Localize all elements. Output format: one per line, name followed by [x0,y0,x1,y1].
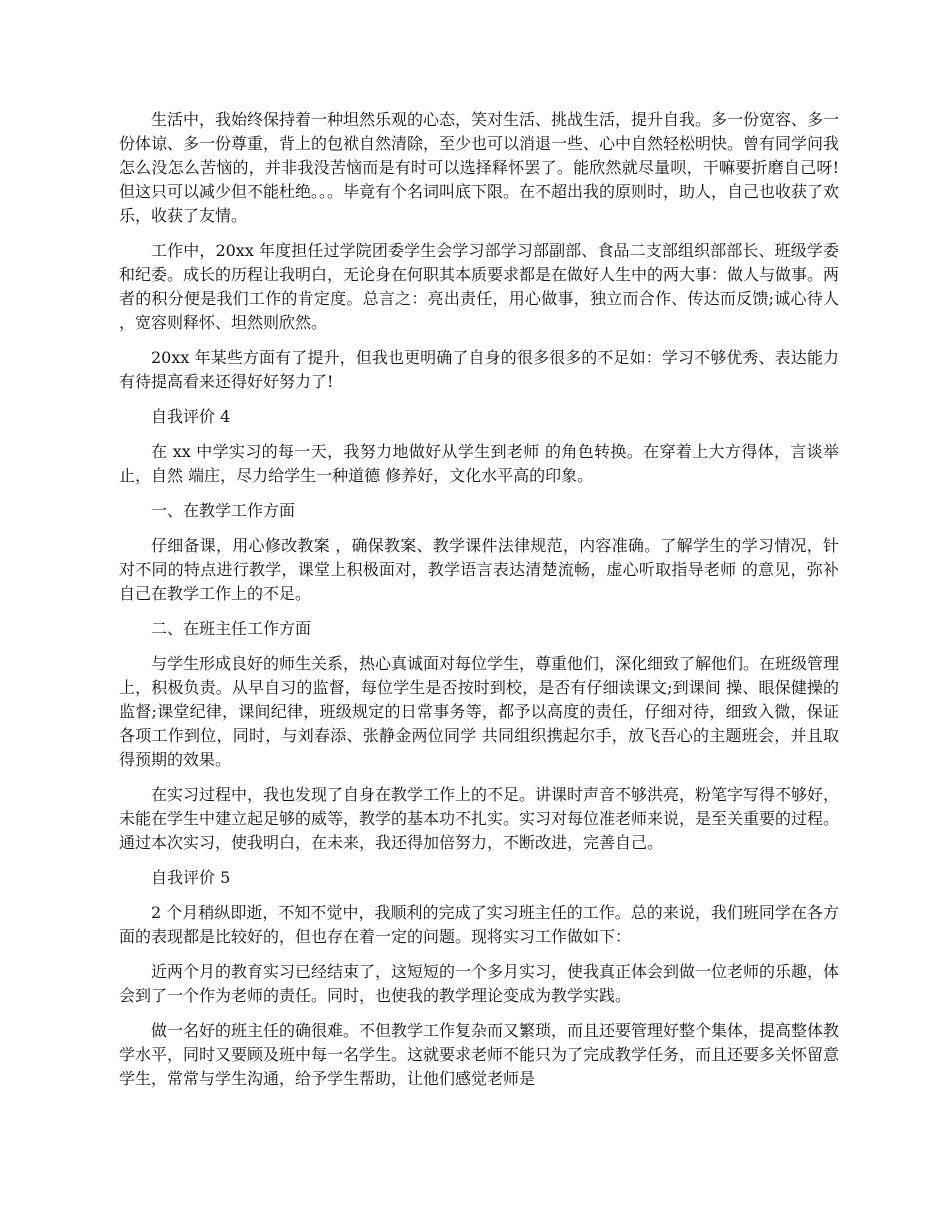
paragraph-teaching-shortcomings: 在实习过程中，我也发现了自身在教学工作上的不足。讲课时声音不够洪亮，粉笔字写得不够好，未能在学生中建立起足够的威等，教学的基本功不扎实。实习对每位准老师来说，是至关重要的过程。通过本次实习，使我明白，在未来，我还得加倍努力，不断改进，完善自己。 [119,785,840,852]
paragraph-internship-summary: 2 个月稍纵即逝，不知不觉中，我顺利的完成了实习班主任的工作。总的来说，我们班同学在各方面的表现都是比较好的，但也存在着一定的问题。现将实习工作做如下： [119,903,839,946]
paragraph-internship-role: 在 xx 中学实习的每一天，我努力地做好从学生到老师 的角色转换。在穿着上大方得体，言谈举止，自然 端庄，尽力给学生一种道德 修养好，文化水平高的印象。 [119,442,839,485]
paragraph-class-management: 做一名好的班主任的确很难。不但教学工作复杂而又繁琐，而且还要管理好整个集体，提高整体教学水平，同时又要顾及班中每一名学生。这就要求老师不能只为了完成教学任务，而且还要多关怀留意学生，常常与学生沟通，给予学生帮助，让他们感觉老师是 [119,1021,840,1088]
paragraph-lesson-preparation: 仔细备课，用心修改教案 ，确保教案、教学课件法律规范，内容准确。了解学生的学习情况，针对不同的特点进行教学，课堂上积极面对，教学语言表达清楚流畅，虚心听取指导老师 的意见，弥补自己在教学工作上的不足。 [119,536,839,603]
document-page [119,108,839,1102]
paragraph-work-roles: 工作中，20xx 年度担任过学院团委学生会学习部学习部副部、食品二支部组织部部长、班级学委和纪委。成长的历程让我明白，无论身在何职其本质要求都是在做好人生中的两大事：做人与做事。两者的积分便是我们工作的肯定度。总言之：亮出责任，用心做事，独立而合作、传达而反馈;诚心待人，宽容则释怀、坦然则欣然。 [119,241,840,332]
heading-self-evaluation-4: 自我评价 4 [151,407,231,426]
section-teaching-work: 一、在教学工作方面 [151,501,296,520]
paragraph-shortcomings: 20xx 年某些方面有了提升，但我也更明确了自身的很多很多的不足如：学习不够优秀、表达能力有待提高看来还得好好努力了! [119,348,839,391]
paragraph-student-relations: 与学生形成良好的师生关系，热心真诚面对每位学生，尊重他们，深化细致了解他们。在班级管理 上，积极负责。从早自习的监督，每位学生是否按时到校，是否有仔细读课文;到课间 操、眼保健操的监督;课堂纪律，课间纪律，班级规定的日常事务等，都予以高度的责任，仔细对待，细致入微，保证各项工作到位，同时，与刘春添、张静金两位同学 共同组织携起尔手，放飞吾心的主题班会，并且取得预期的效果。 [119,654,840,769]
paragraph-teaching-practice: 近两个月的教育实习已经结束了，这短短的一个多月实习，使我真正体会到做一位老师的乐趣，体会到了一个作为老师的责任。同时，也使我的教学理论变成为教学实践。 [119,962,840,1005]
section-class-teacher-work: 二、在班主任工作方面 [151,619,312,638]
paragraph-life-attitude: 生活中，我始终保持着一种坦然乐观的心态，笑对生活、挑战生活，提升自我。多一份宽容、多一份体谅、多一份尊重，背上的包袱自然清除，至少也可以消退一些、心中自然轻松明快。曾有同学问我怎么没怎么苦恼的，并非我没苦恼而是有时可以选择释怀罢了。能欣然就尽量呗，干嘛要折磨自己呀!但这只可以减少但不能杜绝。。。毕竟有个名词叫底下限。在不超出我的原则时，助人，自己也收获了欢乐，收获了友情。 [119,110,840,225]
heading-self-evaluation-5: 自我评价 5 [151,868,231,887]
